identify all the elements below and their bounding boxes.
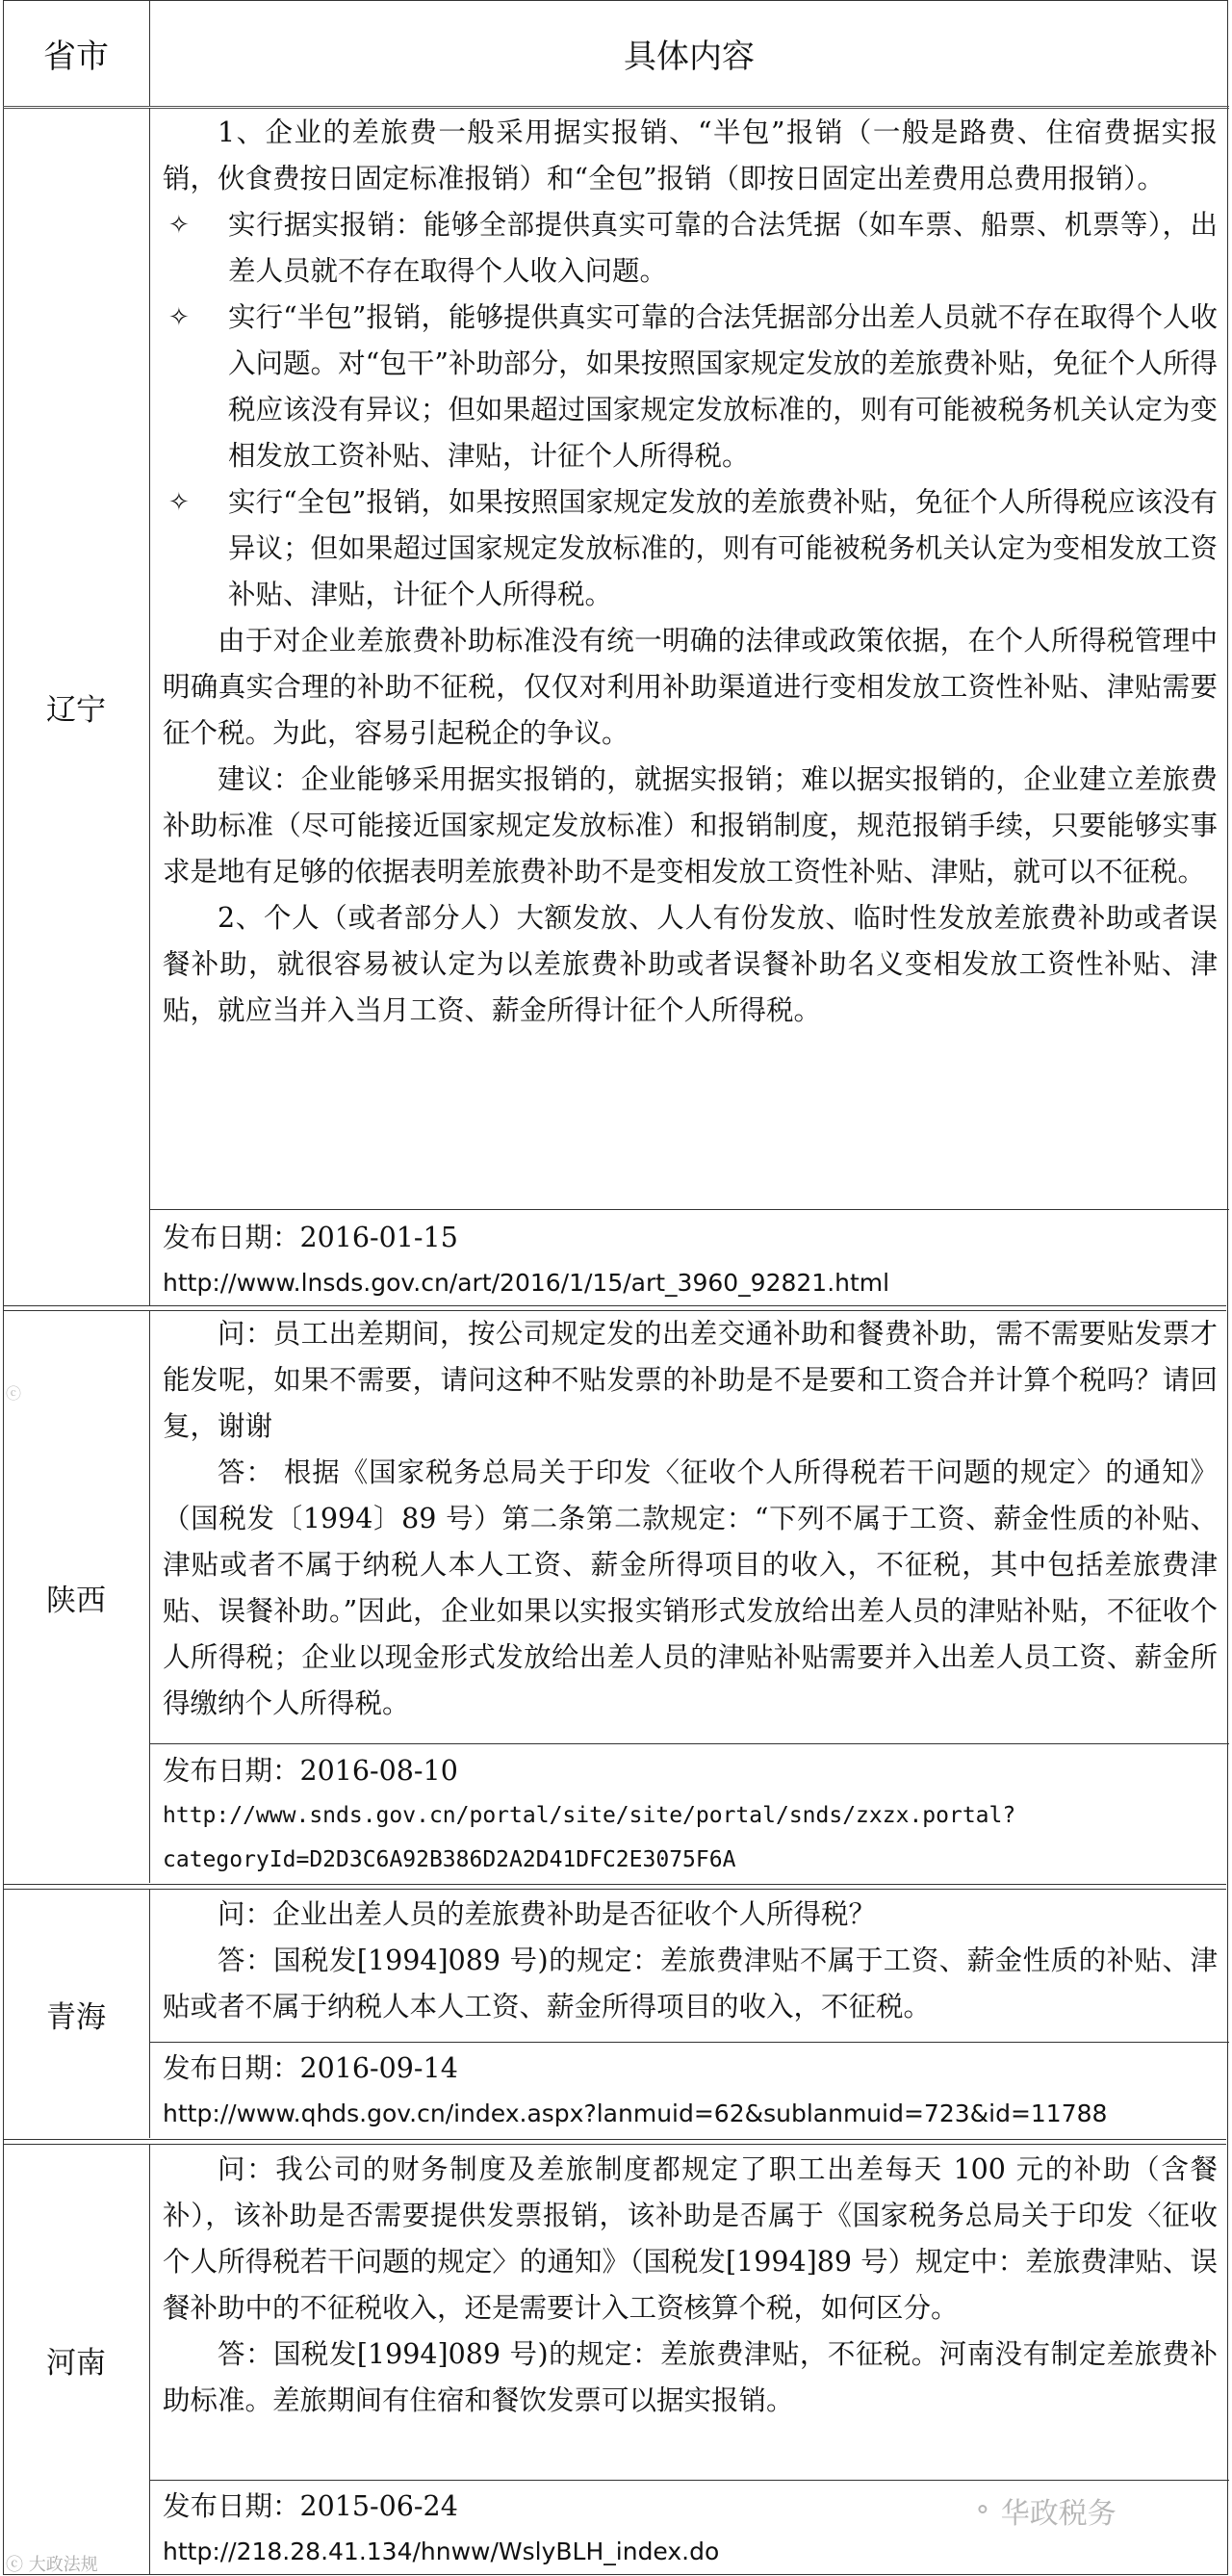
- content-cell: [149, 1890, 1229, 2138]
- province-cell: 青海: [46, 1999, 106, 2035]
- paragraph: 由于对企业差旅费补助标准没有统一明确的法律或政策依据，在个人所得税管理中明确真实合理的补助不征税，仅仅对利用补助渠道进行变相发放工资性补贴、津贴需要征个税。为此，容易引起税企的争议。: [163, 625, 1218, 749]
- header-content: 具体内容: [624, 37, 755, 76]
- publish-info: [163, 1215, 1218, 1305]
- diamond-bullet-icon: ✧: [168, 303, 190, 332]
- content-cell: [149, 108, 1229, 1306]
- province-cell: 辽宁: [46, 693, 106, 728]
- publish-date: 发布日期：2016-08-10: [163, 1755, 458, 1787]
- publish-info: [163, 1748, 1218, 1882]
- table-header: [3, 0, 1229, 109]
- source-link[interactable]: http://www.snds.gov.cn/portal/site/site/portal/snds/zxzx.portal?categoryId=D2D3C6A92B386D2A2D41DFC2E3075F6A: [163, 1803, 1016, 1872]
- side-watermark: ⓒ: [6, 1384, 22, 1403]
- paragraph: 答：国税发[1994]089 号)的规定：差旅费津贴不属于工资、薪金性质的补贴、津贴或者不属于纳税人本人工资、薪金所得项目的收入，不征税。: [163, 1945, 1218, 2022]
- wechat-watermark: [972, 2489, 1116, 2532]
- paragraph: 答：国税发[1994]089 号)的规定：差旅费津贴，不征税。河南没有制定差旅费补助标准。差旅期间有住宿和餐饮发票可以据实报销。: [163, 2338, 1218, 2416]
- province-cell: 陕西: [46, 1583, 106, 1618]
- content-body: [163, 2147, 1218, 2424]
- paragraph: 答： 根据《国家税务总局关于印发〈征收个人所得税若干问题的规定〉的通知》（国税发〔1994〕89 号）第二条第二款规定：“下列不属于工资、薪金性质的补贴、津贴或者不属于纳税人本人工资、薪金所得项目的收入，不征税，其中包括差旅费津贴、误餐补助。”因此，企业如果以实报实销形式发放给出差人员的津贴补贴，不征收个人所得税；企业以现金形式发放给出差人员的津贴补贴需要并入出差人员工资、薪金所得缴纳个人所得税。: [163, 1456, 1218, 1719]
- bullet-item: [163, 479, 1218, 618]
- content-body: [163, 1892, 1218, 2030]
- table-row-shaanxi: [3, 1311, 1229, 1883]
- source-link[interactable]: http://www.lnsds.gov.cn/art/2016/1/15/art_3960_92821.html: [163, 1269, 890, 1297]
- publish-date: 发布日期：2016-01-15: [163, 1222, 458, 1253]
- paragraph: 问：我公司的财务制度及差旅制度都规定了职工出差每天 100 元的补助（含餐补），该补助是否需要提供发票报销，该补助是否属于《国家税务总局关于印发〈征收个人所得税若干问题的规定〉的通知》（国税发[1994]89 号）规定中：差旅费津贴、误餐补助中的不征税收入，还是需要计入工资核算个税，如何区分。: [163, 2153, 1218, 2324]
- content-body: [163, 1311, 1218, 1727]
- bullet-text: 实行“全包”报销，如果按照国家规定发放的差旅费补贴，免征个人所得税应该没有异议；但如果超过国家规定发放标准的，则有可能被税务机关认定为变相发放工资补贴、津贴，计征个人所得税。: [228, 486, 1218, 610]
- content-cell: [149, 1311, 1229, 1883]
- paragraph: 建议：企业能够采用据实报销的，就据实报销；难以据实报销的，企业建立差旅费补助标准（尽可能接近国家规定发放标准）和报销制度，规范报销手续，只要能够实事求是地有足够的依据表明差旅费补助不是变相发放工资性补贴、津贴，就可以不征税。: [163, 763, 1218, 888]
- paragraph: 1、企业的差旅费一般采用据实报销、“半包”报销（一般是路费、住宿费据实报销，伙食费按日固定标准报销）和“全包”报销（即按日固定出差费用总费用报销）。: [163, 116, 1218, 194]
- table-row-qinghai: [3, 1890, 1229, 2138]
- diamond-bullet-icon: ✧: [168, 488, 190, 517]
- publish-date: 发布日期：2015-06-24: [163, 2490, 458, 2522]
- header-province: 省市: [43, 37, 109, 76]
- content-body: [163, 110, 1218, 1034]
- bullet-text: 实行据实报销：能够全部提供真实可靠的合法凭据（如车票、船票、机票等），出差人员就不存在取得个人收入问题。: [228, 209, 1218, 287]
- bullet-item: [163, 202, 1218, 295]
- diamond-bullet-icon: ✧: [168, 211, 190, 240]
- publish-info: [163, 2046, 1218, 2136]
- paragraph: 问：员工出差期间，按公司规定发的出差交通补助和餐费补助，需不需要贴发票才能发呢，如果不需要，请问这种不贴发票的补助是不是要和工资合并计算个税吗？请回复，谢谢: [163, 1318, 1218, 1442]
- bottom-left-watermark: ⓒ 大政法规: [6, 2555, 98, 2575]
- province-cell: 河南: [46, 2345, 106, 2381]
- source-link[interactable]: http://www.qhds.gov.cn/index.aspx?lanmuid=62&sublanmuid=723&id=11788: [163, 2099, 1108, 2127]
- paragraph: 2、个人（或者部分人）大额发放、人人有份发放、临时性发放差旅费补助或者误餐补助，就很容易被认定为以差旅费补助或者误餐补助名义变相发放工资性补贴、津贴，就应当并入当月工资、薪金所得计征个人所得税。: [163, 902, 1218, 1026]
- table-row-liaoning: [3, 108, 1229, 1306]
- publish-date: 发布日期：2016-09-14: [163, 2052, 458, 2084]
- paragraph: 问：企业出差人员的差旅费补助是否征收个人所得税？: [218, 1898, 877, 1930]
- source-link[interactable]: http://218.28.41.134/hnww/WslyBLH_index.do: [163, 2537, 720, 2565]
- watermark-text: 华政税务: [1000, 2497, 1116, 2531]
- wechat-icon: ⚬: [972, 2496, 993, 2525]
- bullet-text: 实行“半包”报销，能够提供真实可靠的合法凭据部分出差人员就不存在取得个人收入问题。对“包干”补助部分，如果按照国家规定发放的差旅费补贴，免征个人所得税应该没有异议；但如果超过国家规定发放标准的，则有可能被税务机关认定为变相发放工资补贴、津贴，计征个人所得税。: [228, 301, 1218, 472]
- bullet-item: [163, 295, 1218, 479]
